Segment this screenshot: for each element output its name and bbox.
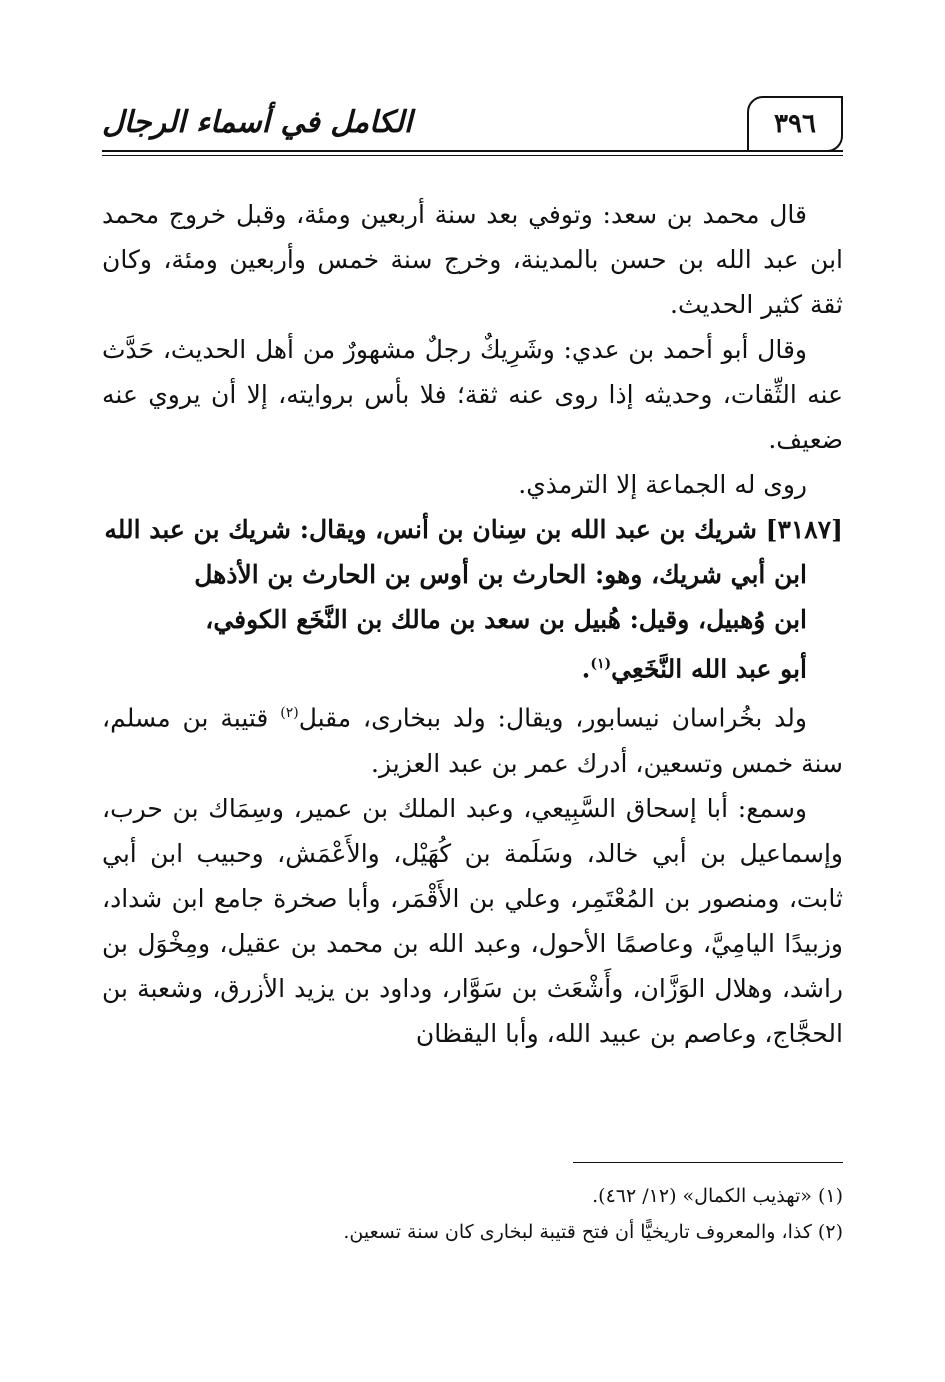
entry-heading-end: . [581, 654, 591, 684]
header-rule-thin [102, 155, 843, 156]
page-number [747, 96, 843, 152]
entry-heading-line-4-text: أبو عبد الله النَّخَعِي [611, 654, 807, 684]
paragraph-birth [102, 691, 843, 785]
paragraph-teachers: وسمع: أبا إسحاق السَّبِيعي، وعبد الملك بن عمير، وسِمَاك بن حرب، وإسماعيل بن أبي خالد، وسَلَمة بن كُهَيْل، والأَعْمَش، وحبيب ابن أبي ثابت، ومنصور بن المُعْتَمِر، وعلي بن الأَقْمَر، وأبا صخرة جامع ابن شداد، وزبيدًا اليامِيَّ، وعاصمًا الأحول، وعبد الله بن محمد بن عقيل، ومِخْوَل بن راشد، وهلال الوَزَّان، وأَشْعَث بن سَوَّار، وداود بن يزيد الأزرق، وشعبة بن الحجَّاج، وعاصم بن عبيد الله، وأبا اليقظان [102, 793, 843, 1048]
entry-heading-line-1: [٣١٨٧] شريك بن عبد الله بن سِنان بن أنس، ويقال: شريك بن عبد الله [104, 515, 843, 544]
footnote-rule [573, 1162, 843, 1163]
footnote-mark-2: (٢) [280, 705, 299, 722]
entry-heading-line-2: ابن أبي شريك، وهو: الحارث بن أوس بن الحارث بن الأذهل [194, 560, 807, 589]
footnote-1: (١) «تهذيب الكمال» (١٢/ ٤٦٢). [592, 1185, 843, 1207]
footnote-2: (٢) كذا، والمعروف تاريخيًّا أن فتح قتيبة لبخارى كان سنة تسعين. [343, 1221, 843, 1243]
paragraph-birth-part-1: ولد بخُراسان نيسابور، ويقال: ولد ببخارى، مقبل [298, 703, 807, 733]
footnote-mark-1: (١) [590, 656, 612, 672]
entry-heading-line-3: ابن وُهبيل، وقيل: هُبيل بن سعد بن مالك بن النَّخَع الكوفي، [205, 605, 807, 634]
entry-heading [102, 507, 843, 691]
paragraph-ibn-adi: وقال أبو أحمد بن عدي: وشَرِيكٌ رجلٌ مشهورٌ من أهل الحديث، حَدَّث عنه الثِّقات، وحديثه إذا روى عنه ثقة؛ فلا بأس بروايته، إلا أن يروي عنه ضعيف. [102, 335, 843, 454]
main-text [102, 192, 843, 1056]
entry-heading-line-4 [102, 642, 843, 691]
paragraph-narrators: روى له الجماعة إلا الترمذي. [518, 470, 807, 499]
header-rule [102, 150, 843, 152]
paragraph-ibn-saad: قال محمد بن سعد: وتوفي بعد سنة أربعين ومئة، وقبل خروج محمد ابن عبد الله بن حسن بالمدينة، وخرج سنة خمس وأربعين ومئة، وكان ثقة كثير الحديث. [102, 200, 843, 319]
running-title: الكامل في أسماء الرجال [102, 104, 413, 140]
footnotes [102, 1178, 843, 1250]
page-number-text: ٣٩٦ [774, 109, 816, 139]
paragraph-birth-part-2: قتيبة بن مسلم، سنة خمس وتسعين، أدرك عمر بن عبد العزيز. [102, 703, 843, 778]
